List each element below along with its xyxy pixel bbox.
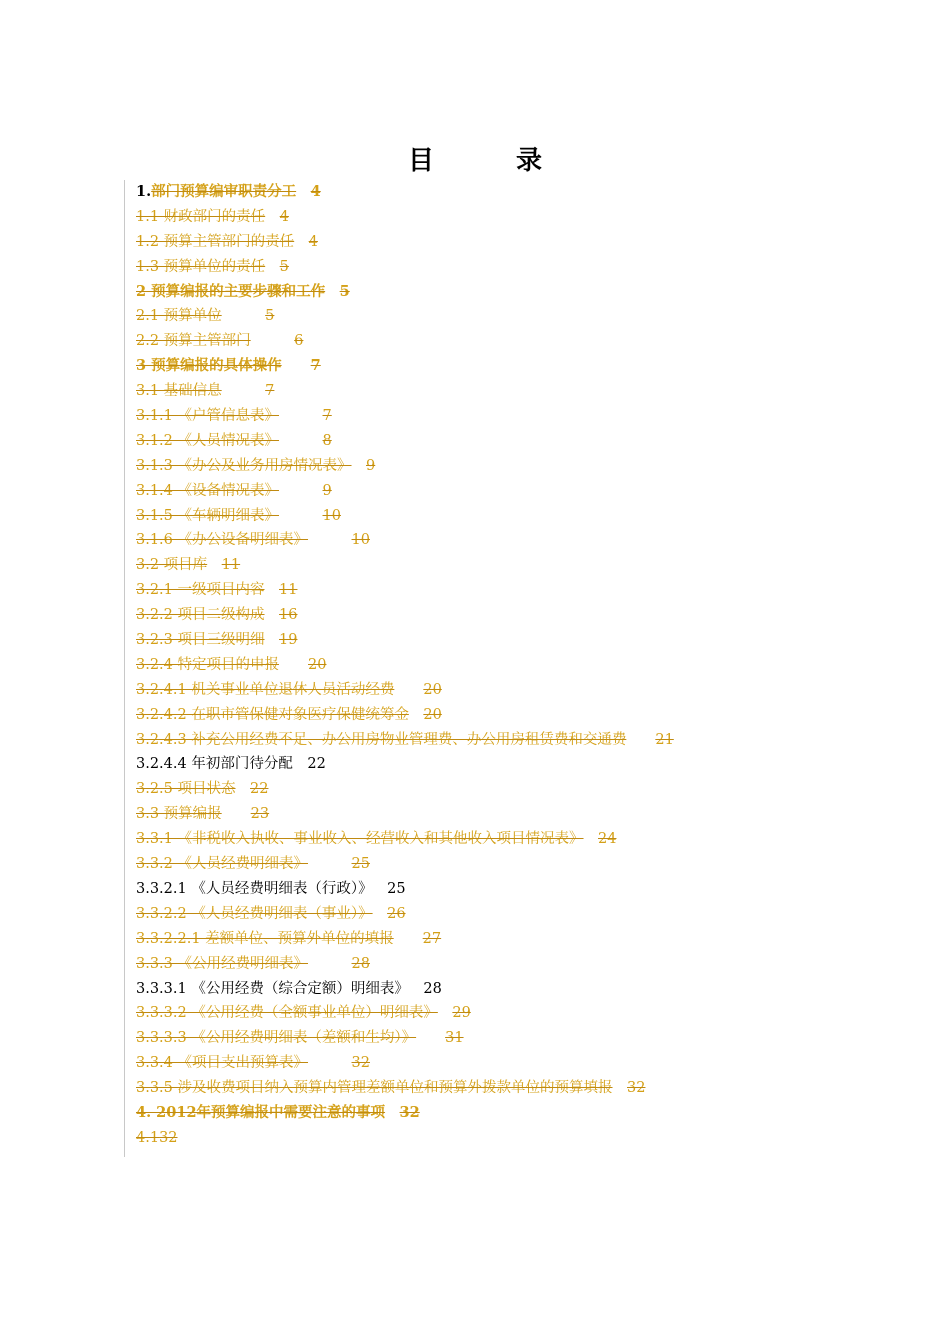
toc-entry-text: 3.3.3 《公用经费明细表》: [136, 955, 309, 972]
toc-entry-page-number: 5: [279, 258, 289, 275]
toc-entry-page-number: 7: [322, 408, 332, 425]
toc-entry-page-number: 11: [221, 557, 241, 574]
toc-entry-gap: [438, 1001, 453, 1026]
toc-entry[interactable]: [136, 354, 896, 379]
toc-entry[interactable]: [136, 1076, 896, 1101]
toc-entry-gap: [282, 354, 311, 379]
toc-entry-text: 3.3.5 涉及收费项目纳入预算内管理差额单位和预算外拨款单位的预算填报: [136, 1080, 613, 1097]
toc-entry-gap: [236, 777, 251, 802]
toc-entry-text: 3.1.5 《车辆明细表》: [136, 507, 280, 524]
toc-entry-page-number: 7: [310, 357, 321, 375]
toc-entry-page-number: 16: [279, 607, 298, 624]
toc-entry-text: 3.2.1 一级项目内容: [136, 582, 265, 599]
toc-entry-gap: [222, 304, 266, 329]
toc-entry-gap: [265, 603, 280, 628]
toc-entry[interactable]: [136, 977, 896, 1002]
toc-entry-text: 3.2.4.4 年初部门待分配: [136, 756, 293, 773]
toc-entry-text: 1.1 财政部门的责任: [136, 208, 266, 225]
toc-entry-gap: [409, 703, 424, 728]
toc-entry-text: 3.2.4.2 在职市管保健对象医疗保健统筹金: [136, 706, 409, 723]
toc-entry-gap: [308, 952, 352, 977]
toc-entry[interactable]: [136, 752, 896, 777]
toc-entry-page-number: 29: [452, 1005, 471, 1022]
toc-entry-prefix: 1.: [136, 183, 152, 200]
toc-entry-text: 2.1 预算单位: [136, 308, 222, 325]
toc-entry[interactable]: [136, 952, 896, 977]
toc-entry[interactable]: [136, 329, 896, 354]
toc-entry-gap: [308, 852, 352, 877]
toc-entry-page-number: 6: [294, 333, 304, 350]
toc-entry-page-number: 10: [322, 507, 341, 524]
toc-entry-text: 2.2 预算主管部门: [136, 333, 251, 350]
toc-entry-text: 部门预算编审职责分工: [151, 183, 297, 200]
toc-entry[interactable]: [136, 852, 896, 877]
toc-entry-gap: [409, 977, 424, 1002]
toc-title: 目 录: [407, 146, 570, 176]
toc-entry-gap: [279, 504, 323, 529]
toc-entry-page-number: 4: [308, 233, 318, 250]
toc-entry[interactable]: [136, 1051, 896, 1076]
toc-entry-gap: [265, 578, 280, 603]
toc-entry-page-number: 4: [279, 208, 289, 225]
toc-entry-page-number: 10: [351, 532, 370, 549]
toc-entry-gap: [394, 927, 423, 952]
toc-entry-page-number: 27: [422, 930, 442, 947]
toc-entry-page-number: 32: [159, 1129, 178, 1146]
toc-entry[interactable]: [136, 877, 896, 902]
toc-entry-page-number: 20: [423, 706, 442, 723]
toc-entry[interactable]: [136, 404, 896, 429]
toc-entry[interactable]: [136, 504, 896, 529]
toc-entry[interactable]: [136, 678, 896, 703]
table-of-contents: [124, 180, 896, 1157]
toc-entry-page-number: 32: [351, 1055, 370, 1072]
toc-entry-page-number: 22: [250, 781, 269, 798]
toc-entry-gap: [222, 379, 266, 404]
toc-entry[interactable]: [136, 180, 896, 205]
toc-entry-page-number: 11: [279, 582, 298, 599]
toc-entry-text: 3.2.4 特定项目的申报: [136, 656, 280, 673]
toc-entry-text: 2 预算编报的主要步骤和工作: [136, 282, 326, 300]
toc-entry-text: 4.1: [136, 1129, 160, 1146]
toc-entry-gap: [279, 404, 323, 429]
toc-entry-text: 3.1.3 《办公及业务用房情况表》: [136, 457, 352, 474]
toc-entry-gap: [626, 728, 655, 753]
toc-entry-gap: [373, 902, 388, 927]
toc-entry-page-number: 4: [310, 183, 321, 200]
toc-entry[interactable]: [136, 902, 896, 927]
toc-entry[interactable]: [136, 528, 896, 553]
toc-entry-gap: [279, 429, 323, 454]
toc-entry-text: 3.1 基础信息: [136, 383, 222, 400]
toc-entry-gap: [294, 230, 309, 255]
toc-entry-page-number: 24: [598, 831, 617, 848]
toc-entry-text: 3.1.2 《人员情况表》: [136, 432, 280, 449]
toc-entry-text: 3.2 项目库: [136, 557, 208, 574]
toc-entry[interactable]: [136, 827, 896, 852]
toc-entry-gap: [613, 1076, 628, 1101]
toc-entry[interactable]: [136, 603, 896, 628]
toc-entry[interactable]: [136, 205, 896, 230]
toc-entry-page-number: 28: [423, 980, 442, 997]
toc-entry-gap: [222, 802, 251, 827]
toc-entry-page-number: 21: [655, 731, 674, 748]
toc-entry-page-number: 7: [265, 383, 275, 400]
toc-entry-page-number: 20: [308, 656, 327, 673]
toc-entry-gap: [265, 205, 280, 230]
toc-entry[interactable]: [136, 379, 896, 404]
toc-entry[interactable]: [136, 1101, 896, 1126]
toc-entry[interactable]: [136, 927, 896, 952]
toc-entry-gap: [293, 752, 308, 777]
toc-entry-text: 3.2.4.1 机关事业单位退休人员活动经费: [136, 681, 395, 698]
toc-entry[interactable]: [136, 802, 896, 827]
toc-entry-text: 3.3.2 《人员经费明细表》: [136, 856, 309, 873]
toc-entry[interactable]: [136, 777, 896, 802]
toc-entry[interactable]: [136, 553, 896, 578]
toc-entry-gap: [373, 877, 388, 902]
toc-entry-page-number: 8: [322, 432, 332, 449]
toc-entry[interactable]: [136, 1126, 896, 1151]
toc-entry-text: 3.3.2.2 《人员经费明细表（事业）》: [136, 905, 373, 922]
toc-entry-page-number: 32: [627, 1080, 646, 1097]
toc-entry[interactable]: [136, 628, 896, 653]
toc-entry-text: 3.2.4.3 补充公用经费不足、办公用房物业管理费、办公用房租赁费和交通费: [136, 731, 627, 748]
toc-entry[interactable]: [136, 230, 896, 255]
toc-entry-gap: [308, 1051, 352, 1076]
toc-entry-page-number: 19: [279, 632, 298, 649]
toc-entry-text: 3.3.3.2 《公用经费（全额事业单位）明细表》: [136, 1005, 438, 1022]
toc-entry-page-number: 5: [265, 308, 275, 325]
toc-entry-page-number: 5: [339, 282, 350, 300]
toc-entry-page-number: 23: [250, 806, 270, 823]
toc-entry-gap: [352, 454, 367, 479]
toc-entry[interactable]: [136, 304, 896, 329]
toc-entry[interactable]: [136, 429, 896, 454]
toc-entry-gap: [325, 280, 340, 305]
toc-entry-page-number: 20: [423, 681, 442, 698]
toc-entry-gap: [308, 528, 352, 553]
toc-entry-gap: [279, 653, 308, 678]
toc-entry-text: 3.1.1 《户管信息表》: [136, 408, 280, 425]
toc-entry[interactable]: [136, 653, 896, 678]
toc-entry-text: 3.3.1 《非税收入执收、事业收入、经营收入和其他收入项目情况表》: [136, 831, 584, 848]
toc-entry[interactable]: [136, 454, 896, 479]
toc-entry-text: 3.2.3 项目三级明细: [136, 632, 265, 649]
toc-entry-gap: [394, 678, 423, 703]
toc-entry-gap: [385, 1101, 400, 1126]
toc-entry-text: 3.3.2.1 《人员经费明细表（行政）》: [136, 880, 373, 897]
toc-entry-gap: [251, 329, 295, 354]
toc-entry-page-number: 9: [366, 457, 376, 474]
toc-entry[interactable]: [136, 578, 896, 603]
toc-entry-gap: [265, 255, 280, 280]
toc-entry-text: 3.1.4 《设备情况表》: [136, 482, 280, 499]
toc-entry-text: 3.2.2 项目二级构成: [136, 607, 265, 624]
toc-entry-text: 3.2.5 项目状态: [136, 781, 236, 798]
toc-entry-gap: [279, 479, 323, 504]
toc-entry-text: 3 预算编报的具体操作: [136, 357, 282, 375]
toc-entry-page-number: 22: [307, 756, 326, 773]
toc-entry-gap: [584, 827, 599, 852]
toc-entry[interactable]: [136, 1026, 896, 1051]
toc-entry-gap: [416, 1026, 445, 1051]
toc-entry-page-number: 25: [387, 880, 406, 897]
toc-entry-page-number: 9: [322, 482, 332, 499]
toc-entry[interactable]: [136, 1001, 896, 1026]
toc-entry[interactable]: [136, 255, 896, 280]
toc-entry[interactable]: [136, 728, 896, 753]
toc-entry-text: 3.3 预算编报: [136, 806, 222, 823]
toc-entry[interactable]: [136, 280, 896, 305]
toc-entry-gap: [296, 180, 311, 205]
toc-entry-page-number: 26: [387, 905, 406, 922]
toc-entry-text: 1.3 预算单位的责任: [136, 258, 266, 275]
toc-entry-page-number: 28: [351, 955, 370, 972]
toc-entry-text: 4. 2012年预算编报中需要注意的事项: [136, 1103, 386, 1121]
toc-entry-gap: [207, 553, 222, 578]
toc-entry[interactable]: [136, 479, 896, 504]
toc-entry-page-number: 32: [399, 1103, 420, 1121]
toc-entry-page-number: 31: [445, 1030, 464, 1047]
toc-entry-text: 1.2 预算主管部门的责任: [136, 233, 295, 250]
toc-entry-text: 3.3.3.1 《公用经费（综合定额）明细表》: [136, 980, 409, 997]
toc-entry-text: 3.3.3.3 《公用经费明细表（差额和生均）》: [136, 1030, 417, 1047]
toc-entry-text: 3.1.6 《办公设备明细表》: [136, 532, 309, 549]
toc-entry-text: 3.3.2.2.1 差额单位、预算外单位的填报: [136, 930, 394, 947]
toc-entry-text: 3.3.4 《项目支出预算表》: [136, 1055, 309, 1072]
toc-entry[interactable]: [136, 703, 896, 728]
toc-entry-gap: [265, 628, 280, 653]
toc-entry-page-number: 25: [351, 856, 370, 873]
